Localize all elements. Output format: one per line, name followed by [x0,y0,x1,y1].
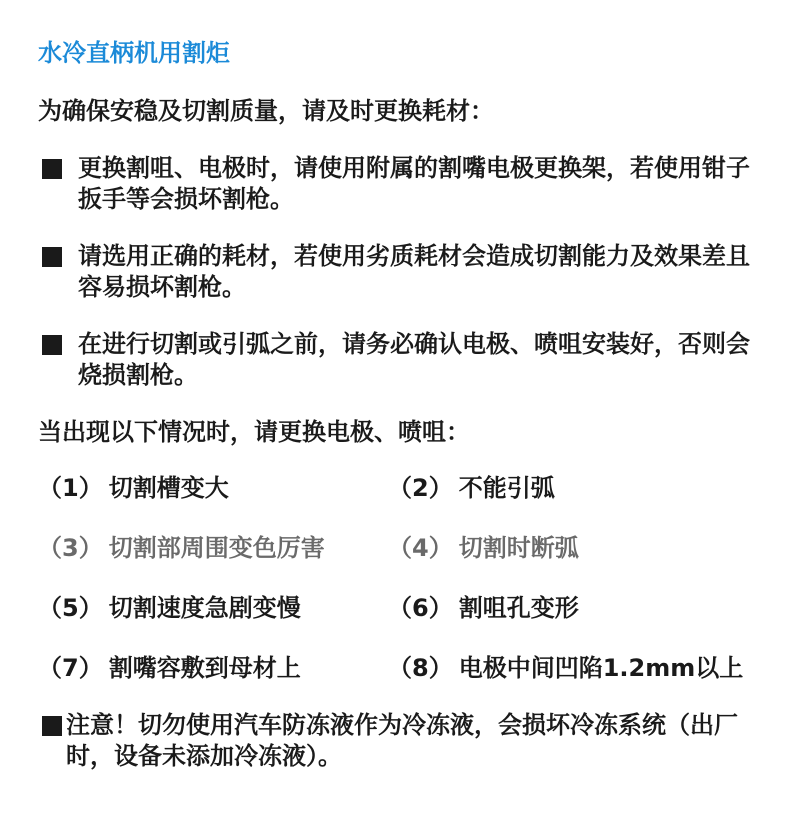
square-bullet-icon [42,159,62,179]
condition-text: 电极中间凹陷1.2mm以上 [458,654,744,682]
condition-number: （1） [38,474,103,502]
condition-number: （4） [388,534,453,562]
condition-item [38,652,388,684]
page-title: 水冷直柄机用割炬 [38,39,230,67]
condition-text: 切割速度急剧变慢 [108,594,301,622]
list-item-text: 请选用正确的耗材，若使用劣质耗材会造成切割能力及效果差且容易损坏割枪。 [78,242,750,301]
square-bullet-icon [42,716,62,736]
conditions-intro: 当出现以下情况时，请更换电极、喷咀： [38,418,470,446]
conditions-grid [38,472,773,684]
warning-note-text: 注意！切勿使用汽车防冻液作为冷冻液，会损坏冷冻系统（出厂时，设备未添加冷冻液）。 [66,711,738,770]
condition-number: （2） [388,474,453,502]
condition-item [38,472,388,504]
condition-text: 割咀孔变形 [458,594,579,622]
square-bullet-icon [42,247,62,267]
document-page [38,36,773,798]
condition-item [388,472,773,504]
condition-number: （8） [388,654,453,682]
condition-number: （3） [38,534,103,562]
condition-text: 割嘴容敷到母材上 [108,654,301,682]
condition-item [388,532,773,564]
intro-text: 为确保安稳及切割质量，请及时更换耗材： [38,97,494,125]
condition-number: （7） [38,654,103,682]
list-item-text: 在进行切割或引弧之前，请务必确认电极、喷咀安装好，否则会烧损割枪。 [78,330,750,389]
condition-text: 切割部周围变色厉害 [108,534,325,562]
condition-text: 切割时断弧 [458,534,579,562]
warning-note [38,710,773,772]
condition-number: （5） [38,594,103,622]
list-item-text: 更换割咀、电极时，请使用附属的割嘴电极更换架，若使用钳子扳手等会损坏割枪。 [78,154,750,213]
condition-number: （6） [388,594,453,622]
condition-item [38,592,388,624]
condition-item [38,532,388,564]
condition-item [388,652,773,684]
condition-item [388,592,773,624]
list-item [38,153,773,215]
list-item [38,329,773,391]
condition-text: 切割槽变大 [108,474,229,502]
square-bullet-icon [42,335,62,355]
condition-text: 不能引弧 [458,474,555,502]
list-item [38,241,773,303]
